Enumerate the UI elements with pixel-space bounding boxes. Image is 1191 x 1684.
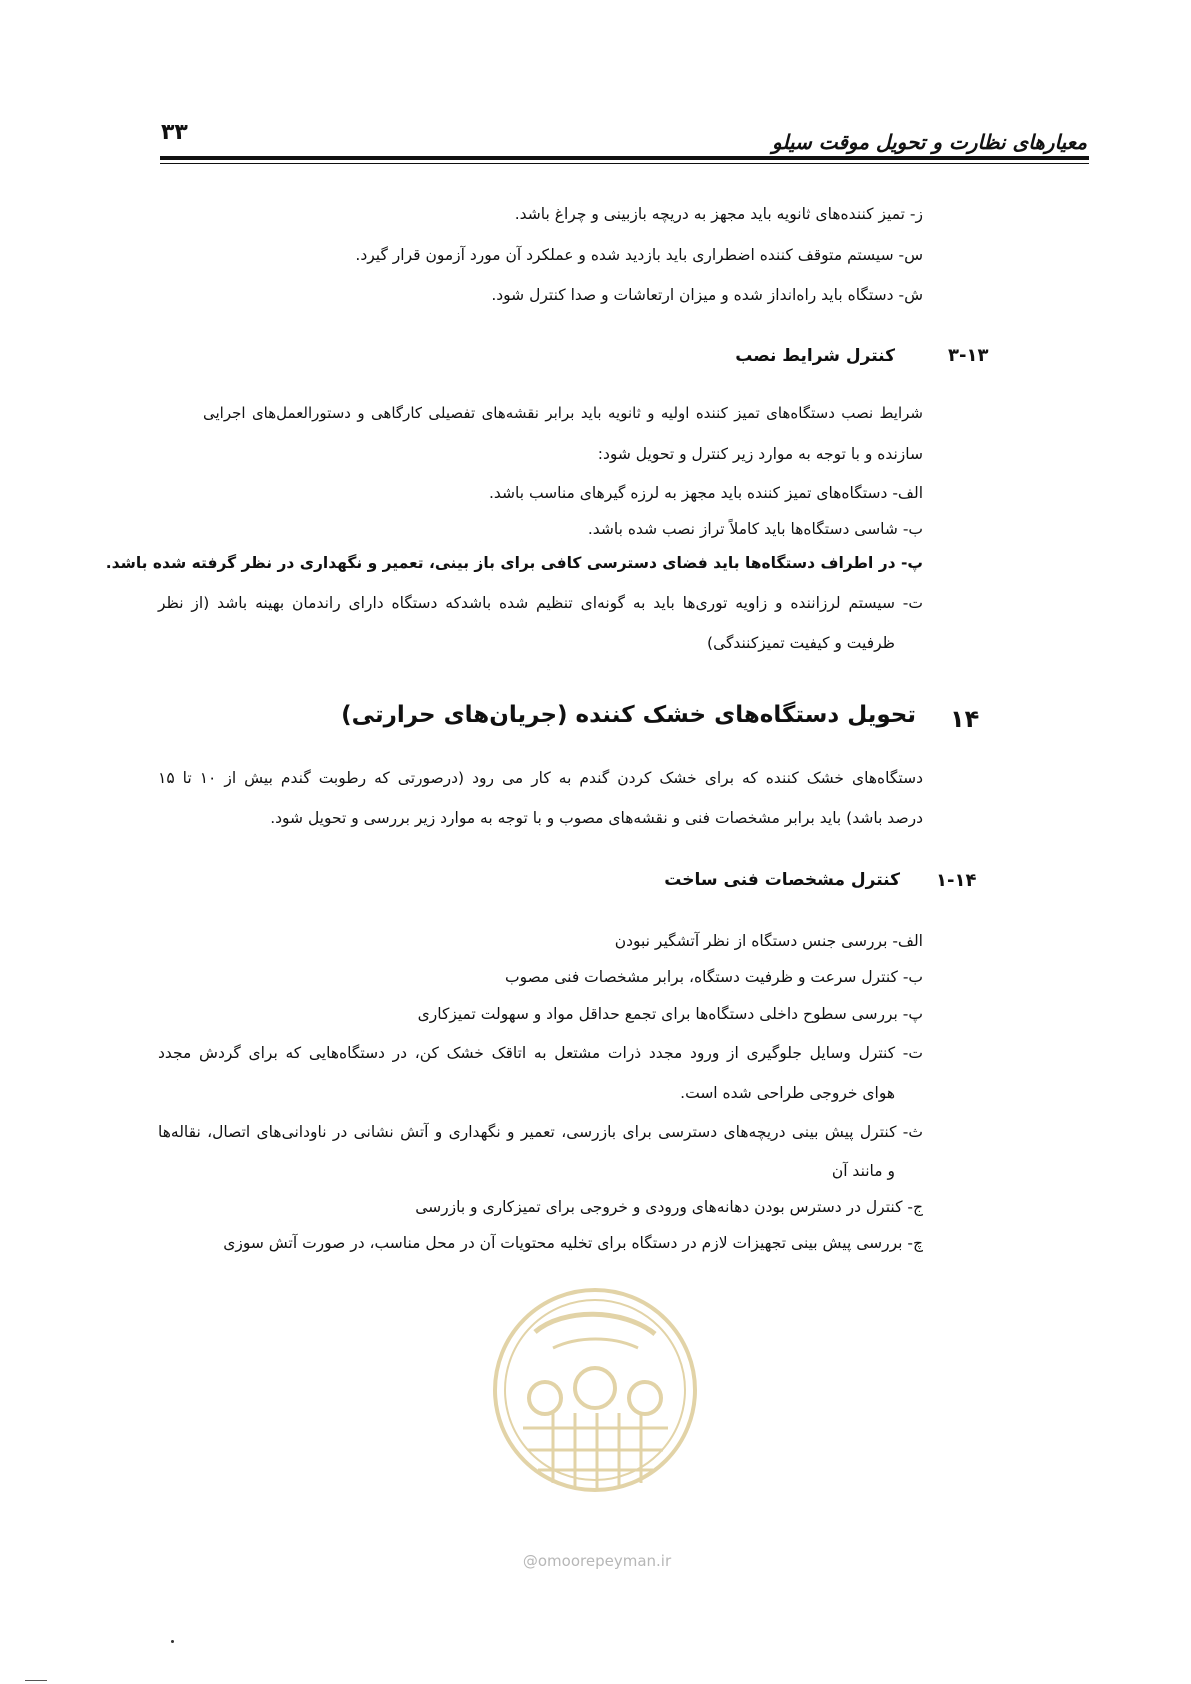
list-item: پ- در اطراف دستگاه‌ها باید فضای دسترسی کافی برای باز بینی، تعمیر و نگهداری در نظر گرفته شده باشد.	[105, 554, 923, 572]
list-item: پ- بررسی سطوح داخلی دستگاه‌ها برای تجمع حداقل مواد و سهولت تمیزکاری	[417, 1005, 923, 1023]
list-item-continuation: هوای خروجی طراحی شده است.	[680, 1084, 895, 1102]
section-number: ۱-۱۴	[936, 870, 977, 891]
list-item: ج- کنترل در دسترس بودن دهانه‌های ورودی و خروجی برای تمیزکاری و بازرسی	[415, 1198, 923, 1216]
watermark-url: @omoorepeyman.ir	[522, 1552, 672, 1570]
margin-mark	[25, 1680, 47, 1681]
list-item: ب- کنترل سرعت و ظرفیت دستگاه، برابر مشخصات فنی مصوب	[504, 968, 923, 986]
paragraph-line: شرایط نصب دستگاه‌های تمیز کننده اولیه و ثانویه باید برابر نقشه‌های تفصیلی کارگاهی و دستورالعمل‌های اجرایی	[203, 404, 923, 422]
list-item: الف- دستگاه‌های تمیز کننده باید مجهز به لرزه گیرهای مناسب باشد.	[488, 484, 923, 502]
list-item: الف- بررسی جنس دستگاه از نظر آتشگیر نبودن	[614, 932, 923, 950]
list-item: ث- کنترل پیش بینی دریچه‌های دسترسی برای بازرسی، تعمیر و نگهداری و آتش نشانی در ناودانی‌های اتصال، نقاله‌ها	[158, 1123, 923, 1141]
watermark-logo	[483, 1278, 707, 1528]
list-item-continuation: ظرفیت و کیفیت تمیزکنندگی)	[707, 634, 895, 652]
header-rule-thick	[160, 156, 1089, 160]
section-heading: کنترل شرایط نصب	[735, 346, 895, 366]
list-item: ش- دستگاه باید راه‌انداز شده و میزان ارتعاشات و صدا کنترل شود.	[491, 286, 923, 304]
list-item: ت- کنترل وسایل جلوگیری از ورود مجدد ذرات مشتعل به اتاقک خشک کن، در دستگاه‌هایی که برای گردش مجدد	[158, 1044, 923, 1062]
paragraph-line: سازنده و با توجه به موارد زیر کنترل و تحویل شود:	[597, 445, 923, 463]
header-rule-thin	[160, 163, 1089, 164]
running-header-title: معیارهای نظارت و تحویل موقت سیلو	[772, 130, 1087, 154]
list-item: ت- سیستم لرزاننده و زاویه توری‌ها باید به گونه‌ای تنظیم شده باشدکه دستگاه دارای راندمان بهینه باشد (از نظر	[158, 594, 923, 612]
list-item: ب- شاسی دستگاه‌ها باید کاملاً تراز نصب شده باشد.	[587, 520, 923, 538]
page-dot	[171, 1640, 174, 1643]
paragraph-line: دستگاه‌های خشک کننده که برای خشک کردن گندم به کار می رود (درصورتی که رطوبت گندم بیش از ۱۰ تا ۱۵	[158, 769, 924, 787]
list-item: ز- تمیز کننده‌های ثانویه باید مجهز به دریچه بازبینی و چراغ باشد.	[514, 205, 923, 223]
list-item: س- سیستم متوقف کننده اضطراری باید بازدید شده و عملکرد آن مورد آزمون قرار گیرد.	[355, 246, 923, 264]
page-number: ۳۳	[161, 120, 188, 145]
section-heading: تحویل دستگاه‌های خشک کننده (جریان‌های حرارتی)	[341, 702, 916, 728]
paragraph-line: درصد باشد) باید برابر مشخصات فنی و نقشه‌های مصوب و با توجه به موارد زیر بررسی و تحویل شود.	[270, 809, 923, 827]
list-item-continuation: و مانند آن	[831, 1162, 895, 1180]
list-item: چ- بررسی پیش بینی تجهیزات لازم در دستگاه برای تخلیه محتویات آن در محل مناسب، در صورت آتش سوزی	[223, 1234, 923, 1252]
section-number: ۱۴	[950, 705, 980, 733]
section-number: ۳-۱۳	[948, 345, 989, 366]
section-heading: کنترل مشخصات فنی ساخت	[664, 870, 900, 890]
